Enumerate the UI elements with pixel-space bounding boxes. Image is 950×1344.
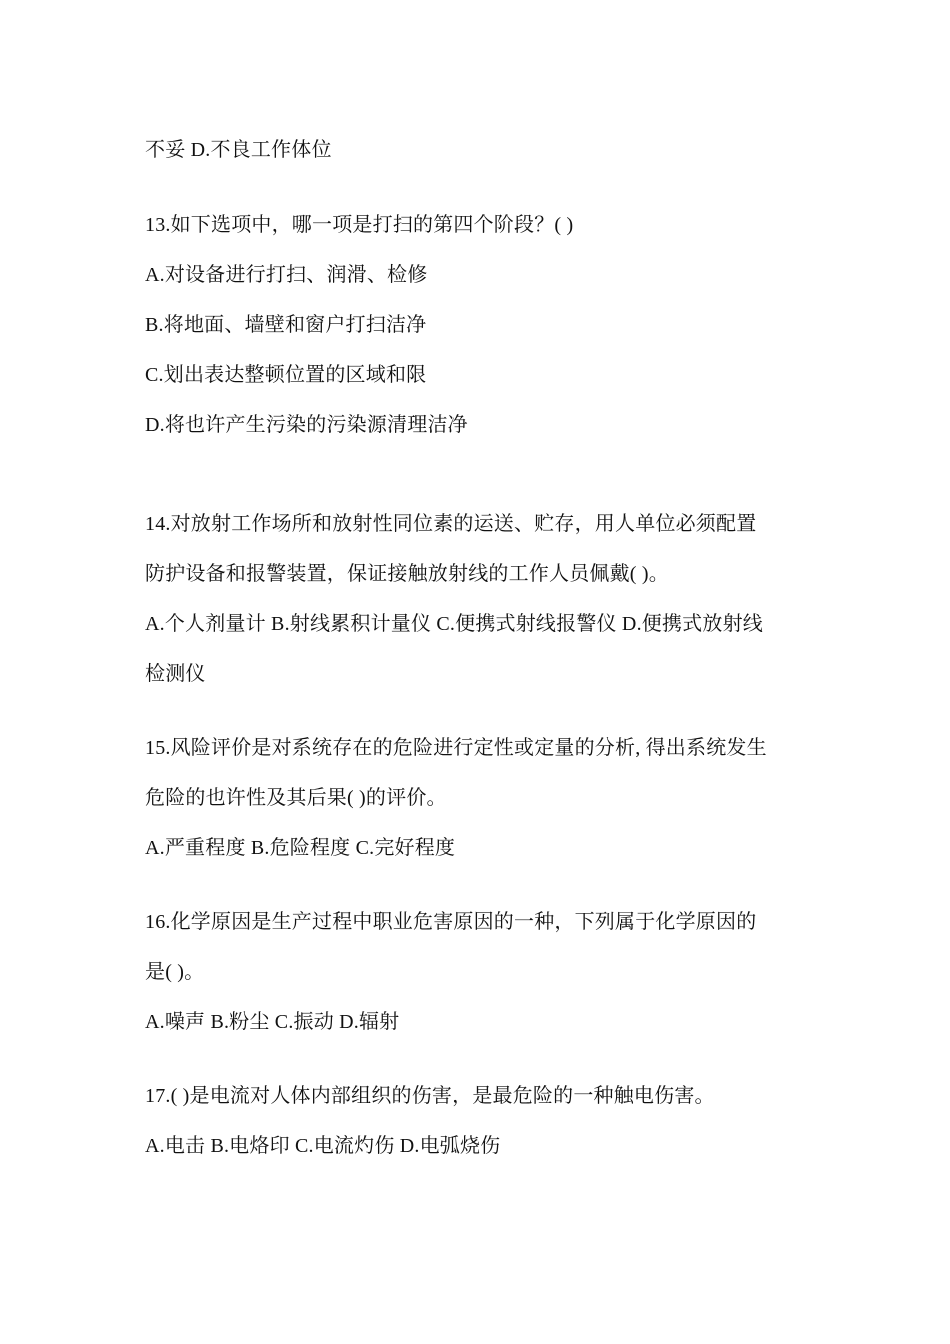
q16-options: A.噪声 B.粉尘 C.振动 D.辐射 [145,1011,400,1033]
q13-option-c: C.划出表达整顿位置的区域和限 [145,364,427,386]
q13-question: 13.如下选项中，哪一项是打扫的第四个阶段？( ) [145,214,574,236]
q14-question-line1: 14.对放射工作场所和放射性同位素的运送、贮存，用人单位必须配置 [145,513,757,535]
q14-question-line2: 防护设备和报警装置，保证接触放射线的工作人员佩戴( )。 [145,563,669,585]
q12-options-continued: 不妥 D.不良工作体位 [145,139,332,161]
q17-options: A.电击 B.电烙印 C.电流灼伤 D.电弧烧伤 [145,1135,501,1157]
q16-question-line2: 是( )。 [145,961,205,983]
q13-option-b: B.将地面、墙壁和窗户打扫洁净 [145,314,427,336]
q13-option-a: A.对设备进行打扫、润滑、检修 [145,264,428,286]
q14-options-line1: A.个人剂量计 B.射线累积计量仪 C.便携式射线报警仪 D.便携式放射线 [145,613,763,635]
q17-question: 17.( )是电流对人体内部组织的伤害，是最危险的一种触电伤害。 [145,1085,715,1107]
q15-question-line2: 危险的也许性及其后果( )的评价。 [145,787,447,809]
q16-question-line1: 16.化学原因是生产过程中职业危害原因的一种，下列属于化学原因的 [145,911,757,933]
q13-option-d: D.将也许产生污染的污染源清理洁净 [145,414,468,436]
q15-question-line1: 15.风险评价是对系统存在的危险进行定性或定量的分析, 得出系统发生 [145,737,767,759]
q15-options: A.严重程度 B.危险程度 C.完好程度 [145,837,456,859]
q14-options-line2: 检测仪 [145,663,206,685]
